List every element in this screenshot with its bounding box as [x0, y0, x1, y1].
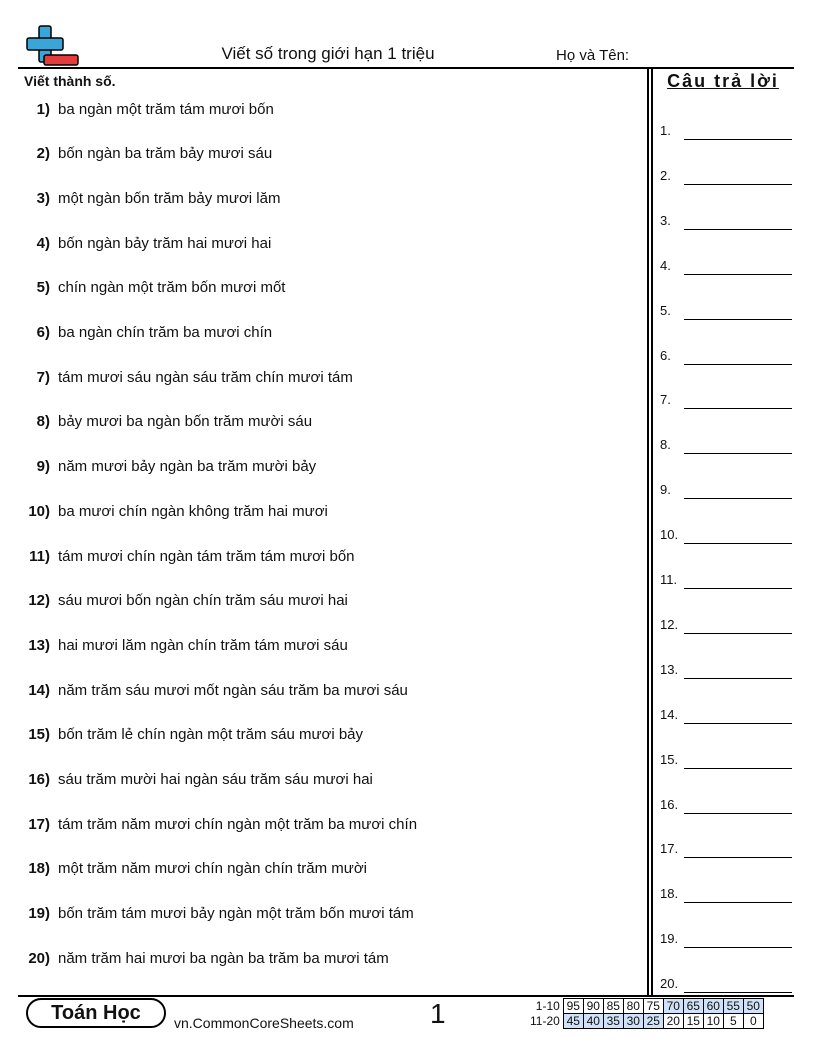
question-text: tám mươi sáu ngàn sáu trăm chín mươi tám: [58, 368, 353, 386]
question-number: 15): [28, 726, 50, 744]
question-number: 10): [28, 502, 50, 520]
question-item: [18, 946, 389, 970]
question-text: ba mươi chín ngàn không trăm hai mươi: [58, 502, 328, 520]
score-cell: 65: [683, 999, 703, 1014]
answer-blank[interactable]: [684, 229, 792, 230]
score-row: [528, 999, 763, 1014]
question-number: 14): [28, 681, 50, 699]
answer-line[interactable]: [660, 749, 792, 769]
column-divider: [647, 67, 653, 996]
answer-line[interactable]: [660, 659, 792, 679]
question-number: 16): [28, 771, 50, 788]
answer-line[interactable]: [660, 345, 792, 365]
question-text: sáu mươi bốn ngàn chín trăm sáu mươi hai: [58, 592, 348, 610]
question-text: bảy mươi ba ngàn bốn trăm mười sáu: [58, 413, 313, 431]
score-table: [528, 998, 764, 1029]
score-cell: 60: [703, 999, 723, 1014]
question-text: một ngàn bốn trăm bảy mươi lăm: [58, 189, 281, 207]
score-cell: 75: [643, 999, 663, 1014]
score-cell: 95: [563, 999, 583, 1014]
answer-blank[interactable]: [684, 139, 792, 140]
question-item: [18, 410, 312, 434]
answer-line[interactable]: [660, 928, 792, 948]
score-cell: 55: [723, 999, 743, 1014]
header-rule: [18, 67, 794, 69]
question-number: 18): [28, 860, 50, 878]
question-number: 5): [36, 279, 50, 297]
question-number: 3): [36, 189, 50, 207]
answer-line[interactable]: [660, 210, 792, 230]
question-item: [18, 231, 271, 255]
answer-blank[interactable]: [684, 274, 792, 275]
answer-blank[interactable]: [684, 857, 792, 858]
instructions: Viết thành số.: [24, 73, 116, 89]
answer-line[interactable]: [660, 614, 792, 634]
answer-number: 4.: [660, 257, 671, 273]
question-text: ba ngàn chín trăm ba mươi chín: [58, 324, 273, 341]
answer-line[interactable]: [660, 120, 792, 140]
question-text: bốn trăm tám mươi bảy ngàn một trăm bốn mươi tám: [58, 905, 414, 923]
question-item: [18, 544, 355, 568]
question-item: [18, 97, 274, 121]
question-item: [18, 276, 285, 300]
answer-number: 10.: [660, 527, 679, 543]
answer-number: 5.: [660, 302, 671, 318]
question-item: [18, 812, 417, 836]
answer-number: 2.: [660, 167, 671, 183]
answer-number: 9.: [660, 482, 671, 498]
score-cell: 70: [663, 999, 683, 1014]
question-text: bốn ngàn ba trăm bảy mươi sáu: [58, 145, 273, 163]
question-number: 4): [36, 234, 50, 252]
answer-blank[interactable]: [684, 813, 792, 814]
answer-number: 3.: [660, 212, 671, 228]
answer-blank[interactable]: [684, 184, 792, 185]
score-cell: 15: [683, 1014, 703, 1029]
question-number: 9): [36, 458, 50, 476]
question-text: một trăm năm mươi chín ngàn chín trăm mười: [58, 860, 368, 878]
question-item: [18, 589, 348, 613]
question-item: [18, 633, 348, 657]
answer-blank[interactable]: [684, 678, 792, 679]
question-text: sáu trăm mười hai ngàn sáu trăm sáu mươi hai: [58, 771, 373, 788]
score-cell: 25: [643, 1014, 663, 1029]
answer-line[interactable]: [660, 569, 792, 589]
answer-line[interactable]: [660, 479, 792, 499]
question-text: năm trăm sáu mươi mốt ngàn sáu trăm ba mươi sáu: [58, 681, 408, 699]
question-text: tám mươi chín ngàn tám trăm tám mươi bốn: [58, 547, 355, 565]
question-item: [18, 499, 328, 523]
answer-blank[interactable]: [684, 723, 792, 724]
answer-blank[interactable]: [684, 364, 792, 365]
page-number: 1: [430, 998, 446, 1029]
question-number: 13): [28, 636, 50, 654]
score-cell: 90: [583, 999, 603, 1014]
score-range-label: 11-20: [530, 1014, 560, 1028]
question-text: chín ngàn một trăm bốn mươi mốt: [58, 279, 286, 297]
answer-number: 14.: [660, 706, 679, 722]
answer-line[interactable]: [660, 838, 792, 858]
answer-number: 11.: [660, 572, 678, 587]
answer-number: 19.: [660, 931, 679, 947]
answer-blank[interactable]: [684, 319, 792, 320]
brand-badge: Toán Học: [26, 998, 166, 1028]
score-cell: 85: [603, 999, 623, 1014]
plus-minus-logo-icon: [24, 24, 80, 68]
score-cell: 20: [663, 1014, 683, 1029]
question-item: [18, 857, 367, 881]
question-text: năm mươi bảy ngàn ba trăm mười bảy: [58, 458, 317, 476]
answer-number: 18.: [660, 886, 679, 902]
question-number: 1): [36, 100, 50, 118]
answer-number: 15.: [660, 751, 679, 767]
question-number: 11): [29, 547, 50, 565]
answer-line[interactable]: [660, 300, 792, 320]
question-text: năm trăm hai mươi ba ngàn ba trăm ba mươi tám: [58, 949, 389, 967]
score-cell: 0: [743, 1014, 763, 1029]
question-number: 6): [36, 324, 50, 341]
question-number: 17): [28, 815, 50, 833]
question-text: hai mươi lăm ngàn chín trăm tám mươi sáu: [58, 636, 348, 654]
page-title: Viết số trong giới hạn 1 triệu: [221, 44, 435, 63]
answer-blank[interactable]: [684, 588, 792, 589]
answer-blank[interactable]: [684, 408, 792, 409]
answer-number: 16.: [660, 796, 679, 812]
answer-blank[interactable]: [684, 902, 792, 903]
question-item: [18, 678, 408, 702]
question-item: [18, 142, 272, 166]
answer-line[interactable]: [660, 524, 792, 544]
question-item: [18, 455, 316, 479]
answer-line[interactable]: [660, 704, 792, 724]
answer-blank[interactable]: [684, 992, 792, 993]
answer-blank[interactable]: [684, 947, 792, 948]
answer-line[interactable]: [660, 255, 792, 275]
score-cell: 45: [563, 1014, 583, 1029]
score-range-label: 1-10: [535, 999, 560, 1013]
answer-number: 8.: [660, 437, 671, 453]
question-item: [18, 723, 363, 747]
answer-line[interactable]: [660, 883, 792, 903]
answer-key-title: Câu trả lời: [667, 71, 779, 91]
question-number: 20): [28, 949, 50, 967]
score-cell: 10: [703, 1014, 723, 1029]
answer-number: 1.: [660, 123, 671, 138]
question-text: ba ngàn một trăm tám mươi bốn: [58, 100, 274, 118]
score-cell: 40: [583, 1014, 603, 1029]
question-number: 12): [28, 592, 50, 610]
question-item: [18, 902, 414, 926]
score-cell: 80: [623, 999, 643, 1014]
answer-number: 17.: [660, 841, 679, 857]
question-number: 8): [36, 413, 50, 431]
answer-line[interactable]: [660, 389, 792, 409]
score-cell: 30: [623, 1014, 643, 1029]
site-url[interactable]: vn.CommonCoreSheets.com: [174, 1015, 354, 1031]
answer-line[interactable]: [660, 434, 792, 454]
question-number: 7): [36, 368, 50, 386]
question-text: bốn trăm lẻ chín ngàn một trăm sáu mươi bảy: [58, 726, 364, 744]
answer-number: 13.: [660, 661, 679, 677]
score-cell: 35: [603, 1014, 623, 1029]
answer-blank[interactable]: [684, 498, 792, 499]
score-cell: 50: [743, 999, 763, 1014]
answer-blank[interactable]: [684, 633, 792, 634]
answer-number: 7.: [660, 392, 671, 408]
question-item: [18, 768, 373, 792]
question-item: [18, 321, 272, 345]
question-number: 19): [28, 905, 50, 923]
answer-blank[interactable]: [684, 768, 792, 769]
question-item: [18, 186, 280, 210]
answer-line[interactable]: [660, 794, 792, 814]
name-label: Họ và Tên:: [556, 47, 630, 64]
answer-number: 12.: [660, 616, 679, 632]
question-number: 2): [36, 145, 50, 163]
answer-blank[interactable]: [684, 543, 792, 544]
answer-line[interactable]: [660, 973, 792, 993]
answer-line[interactable]: [660, 165, 792, 185]
question-text: tám trăm năm mươi chín ngàn một trăm ba mươi chín: [58, 815, 418, 833]
answer-blank[interactable]: [684, 453, 792, 454]
footer-rule: [18, 995, 794, 997]
answer-number: 6.: [660, 347, 671, 363]
score-row: [528, 1014, 763, 1029]
answer-number: 20.: [660, 976, 679, 992]
question-item: [18, 365, 353, 389]
question-text: bốn ngàn bảy trăm hai mươi hai: [58, 234, 272, 252]
score-cell: 5: [723, 1014, 743, 1029]
